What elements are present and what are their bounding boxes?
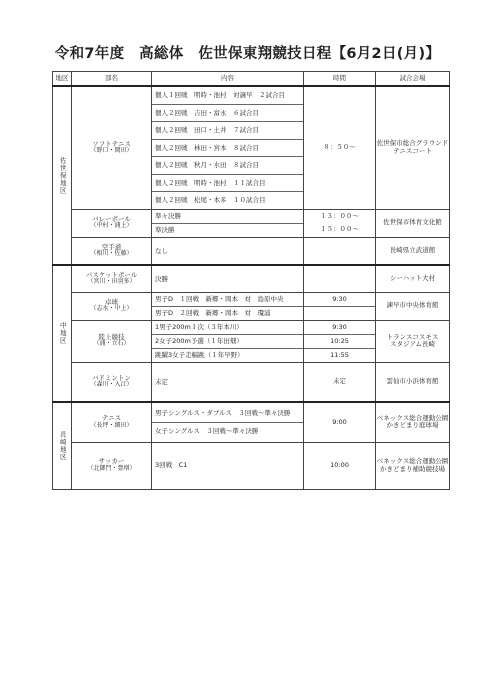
content-line: 個人２回戦 明時・池村 １１試合目 <box>152 175 303 193</box>
club-cell <box>72 265 152 292</box>
content-line: 男子シングルス・ダブルス ３回戦～準々決勝 <box>152 405 303 423</box>
time-cell <box>304 265 376 292</box>
club-name: テニス <box>101 414 122 423</box>
venue-cell <box>376 86 450 209</box>
club-name: 卓球 <box>105 297 118 306</box>
content-line: 個人１回戦 明時・池村 対譲早 ２試合目 <box>152 87 303 105</box>
content-line: 2女子200m予選（１年田畑） <box>152 335 303 349</box>
club-name: バレーボール <box>92 214 131 223</box>
content-cell <box>152 209 304 237</box>
venue-cell <box>376 442 450 489</box>
content-line: 個人２回戦 松尾・本多 １０試合目 <box>155 196 266 204</box>
schedule-table <box>52 71 450 490</box>
table-row <box>53 320 450 362</box>
content-line: 跳躍3女子走幅跳（１年早野） <box>155 350 244 359</box>
table-row <box>53 237 450 265</box>
content-line: 準決勝 <box>155 225 175 234</box>
content-line: なし <box>155 246 168 255</box>
region-label: 長崎地区 <box>58 430 67 461</box>
content-line: 3回戦 C1 <box>155 461 188 470</box>
time-line: １３：００～ <box>320 212 359 220</box>
venue-line: 佐世保市総合グラウンド <box>376 139 449 148</box>
club-members: （浦・立石） <box>93 340 130 348</box>
time-line: １５：００～ <box>320 225 359 233</box>
club-members: （志水・中上） <box>90 305 133 313</box>
content-cell <box>152 362 304 402</box>
club-cell <box>72 402 152 442</box>
club-members: （長坪・細田） <box>90 421 133 429</box>
time-line: 10:25 <box>304 335 375 349</box>
club-cell <box>72 320 152 362</box>
club-cell <box>72 237 152 265</box>
content-line: 女子シングルス ３回戦～準々決勝 <box>155 426 259 435</box>
club-name: バスケットボール <box>85 270 138 279</box>
club-cell <box>72 442 152 489</box>
table-row <box>53 292 450 320</box>
content-line: 個人２回戦 林田・宮本 ８試合目 <box>152 140 303 158</box>
region-label: 佐世保地区 <box>58 156 67 195</box>
venue-line: トランスコスモス <box>386 332 439 341</box>
content-cell <box>152 292 304 320</box>
time-cell: 未定 <box>304 362 376 402</box>
region-cell-nagasaki <box>53 402 72 489</box>
club-cell <box>72 292 152 320</box>
content-line: 個人２回戦 吉田・富永 ６試合目 <box>152 105 303 123</box>
club-members: （森川・入江） <box>90 381 133 389</box>
venue-cell: 雲仙市小浜体育館 <box>376 362 450 402</box>
club-members: （北御門・豊増） <box>87 464 136 472</box>
club-name: 陸上競技 <box>98 332 125 341</box>
venue-line: スタジアム長崎 <box>389 340 436 348</box>
content-line: 個人２回戦 秋月・水田 ８試合目 <box>152 157 303 175</box>
content-line: 男子D １回戦 新郷・岡本 対 島原中央 <box>152 293 303 307</box>
club-members: （中村・浦上） <box>90 222 133 230</box>
venue-cell: シーハット大村 <box>376 265 450 292</box>
venue-cell <box>376 320 450 362</box>
club-name: サッカー <box>98 457 125 466</box>
table-row <box>53 442 450 489</box>
content-line: 1男子200m１次（３年本川） <box>152 321 303 335</box>
content-cell <box>152 442 304 489</box>
time-line: 9:30 <box>304 293 375 307</box>
header-row <box>53 72 450 87</box>
time-line: 9:30 <box>304 321 375 335</box>
club-name: 空手道 <box>101 242 122 251</box>
table-row <box>53 362 450 402</box>
venue-line: テニスコート <box>393 146 432 155</box>
table-row <box>53 265 450 292</box>
content-cell <box>152 237 304 265</box>
venue-cell <box>376 402 450 442</box>
content-line: 決勝 <box>155 274 168 283</box>
content-cell <box>152 402 304 442</box>
content-line: 未定 <box>155 377 168 386</box>
club-members: （野口・岡田） <box>90 147 133 155</box>
time-line: 11:55 <box>330 350 349 359</box>
time-cell <box>304 237 376 265</box>
content-cell <box>152 320 304 362</box>
header-time: 時間 <box>304 72 376 87</box>
venue-line: かきどまり補助競技場 <box>380 464 445 473</box>
header-venue: 試合会場 <box>376 72 450 87</box>
header-region: 地区 <box>53 72 72 87</box>
time-cell: 9:00 <box>304 402 376 442</box>
content-line: 準々決勝 <box>152 210 303 224</box>
venue-cell: 諫早市中央体育館 <box>376 292 450 320</box>
club-members: （宮川・田羽多） <box>87 278 136 286</box>
region-label: 中地区 <box>58 322 67 345</box>
page-title: 令和7年度 高総体 佐世保東翔競技日程【6月2日(月)】 <box>54 46 441 62</box>
content-line: 個人２回戦 田口・土井 ７試合目 <box>152 122 303 140</box>
venue-line: ベネックス総合運動公園 <box>376 457 449 466</box>
time-cell <box>304 320 376 362</box>
venue-line: ベネックス総合運動公園 <box>376 413 449 422</box>
club-members: （相川・佐藤） <box>90 250 133 258</box>
table-row <box>53 86 450 209</box>
club-cell <box>72 86 152 209</box>
time-line-blank <box>304 307 375 320</box>
club-name: バドミントン <box>92 373 131 382</box>
header-content: 内容 <box>152 72 304 87</box>
club-cell <box>72 209 152 237</box>
content-cell <box>152 265 304 292</box>
time-cell <box>304 292 376 320</box>
time-cell: ８：５０～ <box>304 86 376 209</box>
table-row <box>53 209 450 237</box>
region-cell-sasebo <box>53 86 72 265</box>
time-cell: 10:00 <box>304 442 376 489</box>
venue-line: かきどまり庭球場 <box>386 421 439 430</box>
club-name: ソフトテニス <box>92 139 131 148</box>
venue-cell: 長崎県立武道館 <box>376 237 450 265</box>
table-row <box>53 402 450 442</box>
venue-cell: 佐世保市体育文化館 <box>376 209 450 237</box>
content-cell <box>152 86 304 209</box>
time-cell <box>304 209 376 237</box>
club-cell <box>72 362 152 402</box>
content-line: 男子D ２回戦 新郷・岡本 対 瓊浦 <box>155 308 271 317</box>
header-club: 部名 <box>72 72 152 87</box>
region-cell-chubu <box>53 265 72 402</box>
